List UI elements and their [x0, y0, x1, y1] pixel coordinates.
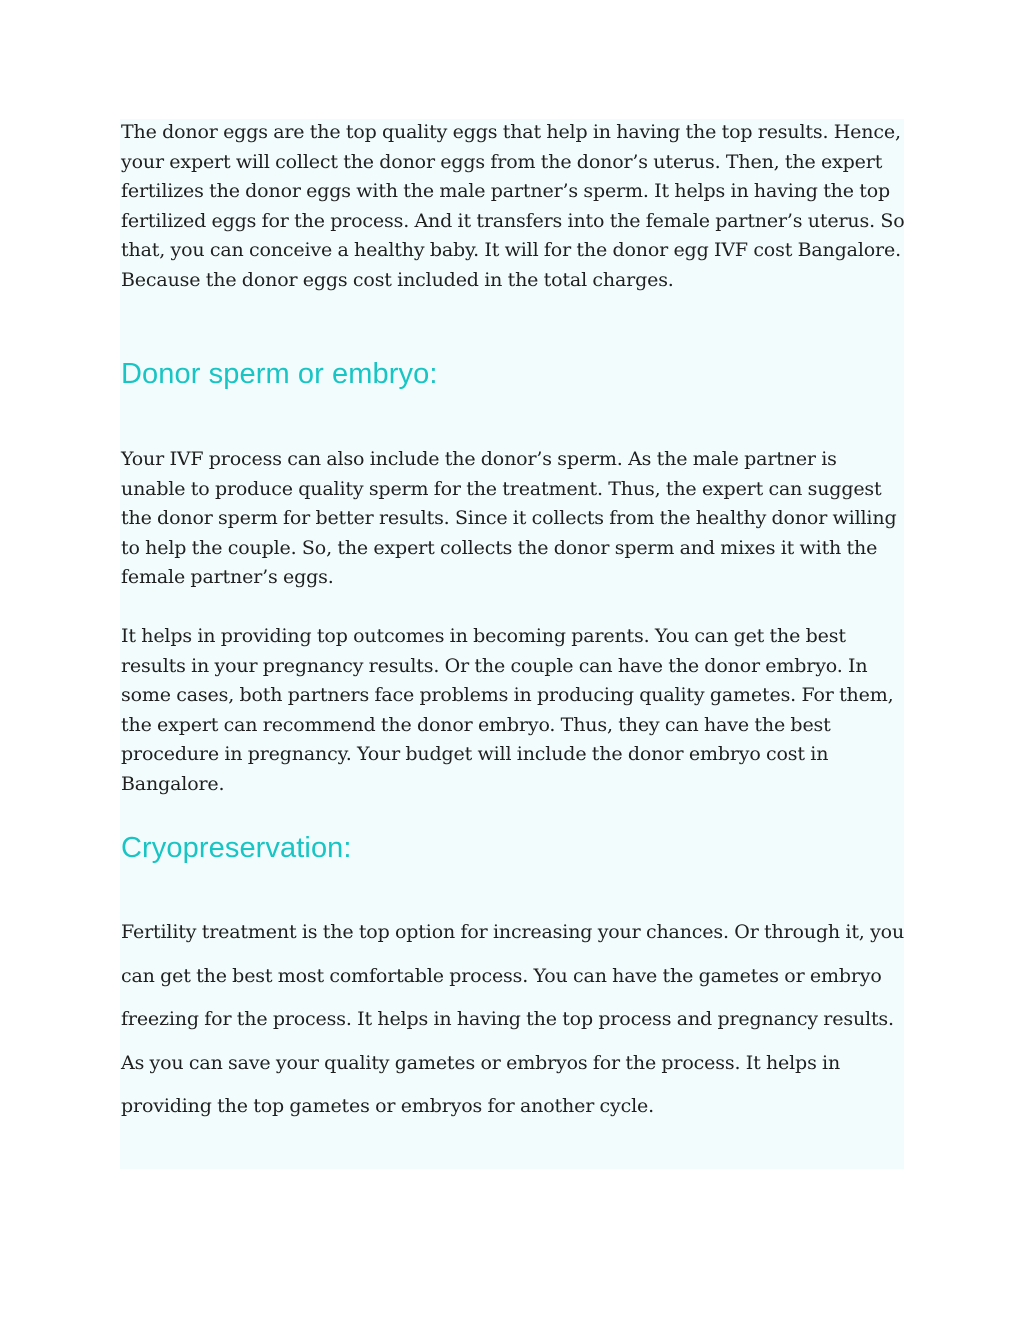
paragraph-donor-sperm: Your IVF process can also include the donor’s sperm. As the male partner is unable to produce quality sperm for the treatment. Thus, the expert can suggest the donor sperm for better results. Since it collects from the healthy donor willing to help the couple. So, the expert collects the donor sperm and mixes it with the female partner’s eggs. — [121, 448, 897, 589]
paragraph-donor-embryo: It helps in providing top outcomes in becoming parents. You can get the best results in your pregnancy results. Or the couple can have the donor embryo. In some cases, both partners face problems in producing quality gametes. For them, the expert can recommend the donor embryo. Thus, they can have the best procedure in pregnancy. Your budget will include the donor embryo cost in Bangalore. — [121, 625, 894, 795]
paragraph-donor-eggs: The donor eggs are the top quality eggs that help in having the top results. Hence, your expert will collect the donor eggs from the donor’s uterus. Then, the expert fertilizes the donor eggs with the male partner’s sperm. It helps in having the top fertilized eggs for the process. And it transfers into the female partner’s uterus. So that, you can conceive a healthy baby. It will for the donor egg IVF cost Bangalore. Because the donor eggs cost included in the total charges. — [121, 121, 905, 291]
heading-cryopreservation: Cryopreservation: — [121, 832, 352, 864]
heading-donor-sperm-or-embryo: Donor sperm or embryo: — [121, 358, 438, 390]
paragraph-cryopreservation: Fertility treatment is the top option for increasing your chances. Or through it, you can get the best most comfortable process. You can have the gametes or embryo freezing for the process. It helps in having the top process and pregnancy results. As you can save your quality gametes or embryos for the process. It helps in providing the top gametes or embryos for another cycle. — [121, 921, 905, 1118]
